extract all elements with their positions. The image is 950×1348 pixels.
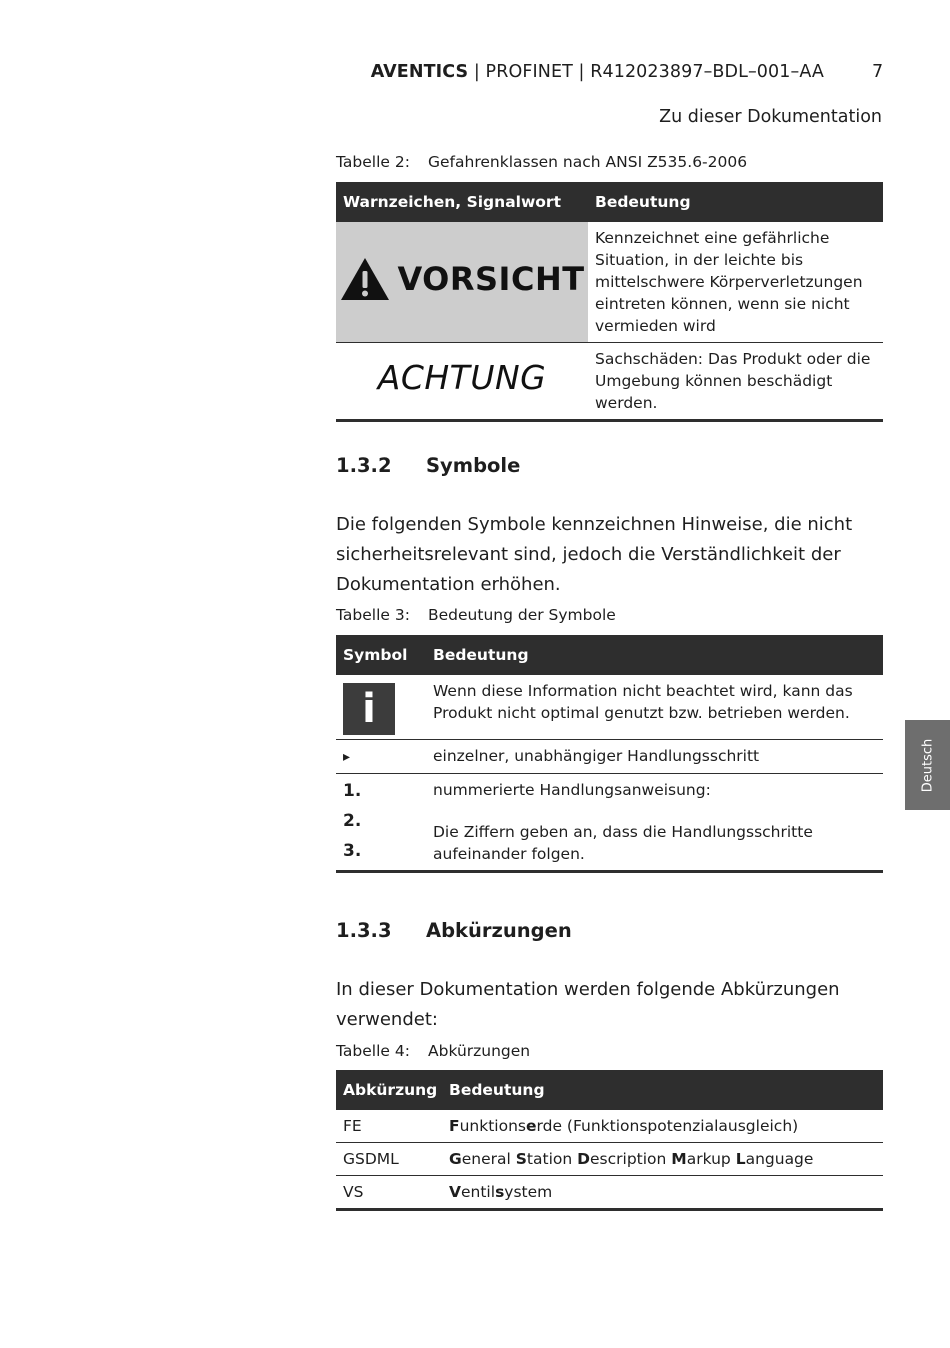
warning-triangle-icon — [339, 256, 391, 302]
table4-caption — [336, 1042, 530, 1060]
abbreviation-letter: G — [449, 1150, 462, 1168]
language-tab-label: Deutsch — [920, 738, 936, 792]
step-number-2: 2. — [343, 811, 362, 831]
table2-caption — [336, 153, 747, 171]
abbreviation-fe-meaning — [442, 1110, 883, 1143]
table3-header-symbol: Symbol — [336, 635, 426, 675]
table3-caption — [336, 606, 616, 624]
abbreviation-fe: FE — [336, 1110, 442, 1143]
table4-caption-number: Tabelle 4: — [336, 1042, 410, 1060]
table3-header-meaning: Bedeutung — [426, 635, 883, 675]
step-symbol-cell — [336, 740, 426, 774]
table3-caption-text: Bedeutung der Symbole — [428, 606, 616, 624]
table2-header-signal: Warnzeichen, Signalwort — [336, 182, 588, 222]
abbreviation-text: arkup — [686, 1150, 736, 1168]
table2-caption-number: Tabelle 2: — [336, 153, 410, 171]
abbreviation-gsdml-meaning — [442, 1143, 883, 1176]
heading-abkuerzungen — [336, 919, 572, 942]
step-arrow-icon: ▸ — [343, 749, 351, 765]
hazard-table — [336, 182, 883, 422]
abbreviation-text: unktions — [459, 1117, 526, 1135]
heading-symbole — [336, 454, 520, 477]
achtung-meaning: Sachschäden: Das Produkt oder die Umgebung können beschädigt werden. — [588, 343, 883, 421]
abkuerzungen-intro-paragraph: In dieser Dokumentation werden folgende Abkürzungen verwendet: — [336, 979, 840, 1030]
abbreviation-table — [336, 1070, 883, 1211]
document-id: | PROFINET | R412023897–BDL–001–AA — [468, 62, 824, 82]
abbreviation-text: entil — [461, 1183, 496, 1201]
symbole-intro-paragraph: Die folgenden Symbole kennzeichnen Hinweise, die nicht sicherheitsrelevant sind, jedoch die Verständlichkeit der Dokumentation erhöhen. — [336, 514, 853, 595]
table3-caption-number: Tabelle 3: — [336, 606, 410, 624]
abbreviation-text: escription — [590, 1150, 672, 1168]
numbered-meaning — [426, 774, 883, 872]
step-meaning: einzelner, unabhängiger Handlungsschritt — [426, 740, 883, 774]
abbreviation-text: tation — [526, 1150, 578, 1168]
table2-caption-text: Gefahrenklassen nach ANSI Z535.6-2006 — [428, 153, 748, 171]
table4-header-meaning: Bedeutung — [442, 1070, 883, 1110]
symbol-table — [336, 635, 883, 873]
abbreviation-letter: s — [495, 1183, 505, 1201]
heading-title: Abkürzungen — [426, 919, 572, 942]
abbreviation-letter: L — [735, 1150, 746, 1168]
table4-caption-text: Abkürzungen — [428, 1042, 531, 1060]
numbered-meaning-line2: Die Ziffern geben an, dass die Handlungsschritte aufeinander folgen. — [433, 823, 813, 863]
abbreviation-vs-meaning — [442, 1176, 883, 1210]
abbreviation-gsdml: GSDML — [336, 1143, 442, 1176]
heading-number: 1.3.2 — [336, 454, 392, 477]
vorsicht-signal-cell — [336, 222, 588, 343]
brand-name: AVENTICS — [370, 62, 469, 82]
info-icon: i — [343, 683, 395, 735]
running-header — [371, 62, 824, 82]
heading-title: Symbole — [426, 454, 521, 477]
section-title: Zu dieser Dokumentation — [659, 107, 882, 127]
abbreviation-letter: V — [449, 1183, 461, 1201]
heading-number: 1.3.3 — [336, 919, 392, 942]
page-number: 7 — [872, 62, 884, 82]
step-number-1: 1. — [343, 781, 362, 801]
achtung-label: ACHTUNG — [377, 358, 547, 397]
abbreviation-letter: M — [671, 1150, 687, 1168]
numbered-symbol-cell — [336, 774, 426, 872]
abbreviation-text: eneral — [461, 1150, 516, 1168]
achtung-signal-cell — [336, 343, 588, 421]
abbreviation-text: rde (Funktionspotenzialausgleich) — [536, 1117, 799, 1135]
vorsicht-meaning: Kennzeichnet eine gefährliche Situation, in der leichte bis mittelschwere Körperverletzungen eintreten können, wenn sie nicht vermieden wird — [588, 222, 883, 343]
table2-header-meaning: Bedeutung — [588, 182, 883, 222]
info-symbol-cell — [336, 675, 426, 740]
abbreviation-text: anguage — [745, 1150, 814, 1168]
abbreviation-text: ystem — [504, 1183, 553, 1201]
abbreviation-vs: VS — [336, 1176, 442, 1210]
info-meaning: Wenn diese Information nicht beachtet wird, kann das Produkt nicht optimal genutzt bzw. betrieben werden. — [426, 675, 883, 740]
table4-header-abbreviation: Abkürzung — [336, 1070, 442, 1110]
language-tab — [905, 720, 950, 810]
abbreviation-letter: S — [515, 1150, 527, 1168]
abbreviation-letter: e — [525, 1117, 537, 1135]
abbreviation-letter: D — [577, 1150, 590, 1168]
vorsicht-signal — [339, 256, 584, 302]
vorsicht-label: VORSICHT — [397, 260, 585, 298]
numbered-meaning-line1: nummerierte Handlungsanweisung: — [433, 781, 711, 799]
abbreviation-letter: F — [449, 1117, 460, 1135]
step-number-3: 3. — [343, 841, 362, 861]
